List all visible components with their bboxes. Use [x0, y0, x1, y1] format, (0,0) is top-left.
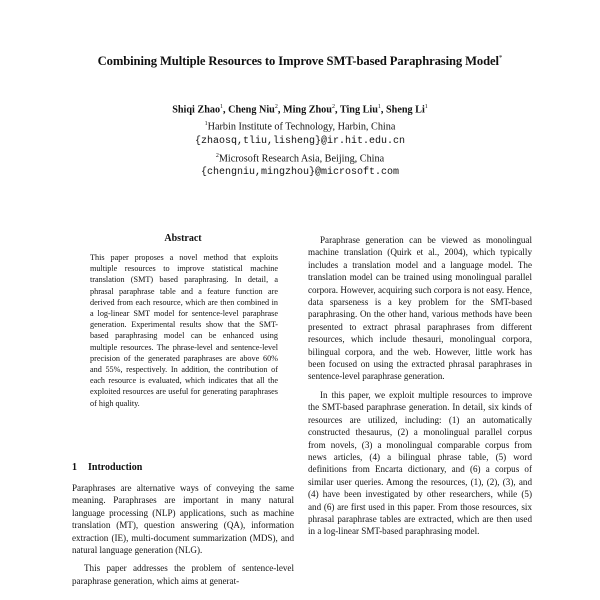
author-name: Ming Zhou	[282, 104, 332, 116]
author-affiliation-mark: 2	[274, 104, 278, 110]
affiliation-1	[0, 117, 600, 134]
author-separator: ,	[223, 104, 229, 116]
author-name: Shiqi Zhao	[172, 104, 221, 116]
author-affiliation-mark: 1	[220, 104, 224, 110]
author-separator: ,	[334, 104, 340, 116]
author-affiliation-mark: 1	[377, 104, 381, 110]
affiliation-1-mark: 1	[204, 121, 208, 128]
section-title: Introduction	[88, 462, 143, 473]
section-heading-introduction	[72, 462, 142, 473]
author-name: Sheng Li	[386, 104, 425, 116]
author-separator: ,	[277, 104, 283, 116]
affiliation-2-name: Microsoft Research Asia, Beijing, China	[218, 153, 385, 165]
author-affiliation-mark: 1	[424, 104, 428, 110]
author-name: Cheng Niu	[228, 104, 275, 116]
title-text: Combining Multiple Resources to Improve SMT-based Paraphrasing Model	[97, 54, 499, 69]
title-footnote-mark: *	[498, 54, 503, 62]
affiliation-2	[0, 149, 600, 166]
author-list	[0, 100, 600, 117]
abstract-heading: Abstract	[164, 233, 202, 244]
author-separator: ,	[380, 104, 386, 116]
affiliation-1-email: {zhaosq,tliu,lisheng}@ir.hit.edu.cn	[194, 135, 406, 147]
author-affiliation-mark: 2	[331, 104, 335, 110]
right-paragraph-2: In this paper, we exploit multiple resources to improve the SMT-based paraphrase generation. In detail, six kinds of resources are utilized, including: (1) an automatically constructed thesaurus, (2) a monolingual parallel corpus from novels, (3) a monolingual comparable corpus from news articles, (4) a bilingual phrase table, (5) word definitions from Encarta dictionary, and (6) a corpus of similar user queries. Among the resources, (1), (2), (3), and (4) have been investigated by other researchers, while (5) and (6) are first used in this paper. From those resources, six phrasal paraphrase tables are extracted, which are then used in a log-linear SMT-based paraphrasing model.	[308, 389, 532, 537]
left-column-body	[72, 482, 294, 587]
intro-paragraph-1: Paraphrases are alternative ways of conveying the same meaning. Paraphrases are important in many natural language processing (NLP) applications, such as machine translation (MT), question answering (QA), information extraction (IE), multi-document summarization (MDS), and natural language generation (NLG).	[72, 483, 294, 556]
paper-title	[0, 54, 600, 69]
abstract-text: This paper proposes a novel method that exploits multiple resources to improve statistical machine translation (SMT) based paraphrasing. In detail, a phrasal paraphrase table and a feature function are derived from each resource, which are then combined in a log-linear SMT model for sentence-level paraphrase generation. Experimental results show that the SMT-based paraphrasing model can be enhanced using multiple resources. The phrase-level and sentence-level precision of the generated paraphrases are above 60% and 55%, respectively. In addition, the contribution of each resource is evaluated, which indicates that all the exploited resources are useful for generating paraphrases of high quality.	[90, 253, 278, 408]
intro-paragraph-2: This paper addresses the problem of sentence-level paraphrase generation, which aims at generat-	[72, 563, 294, 586]
section-number: 1	[72, 462, 77, 473]
affiliation-2-email: {chengniu,mingzhou}@microsoft.com	[200, 167, 400, 179]
affiliation-1-name: Harbin Institute of Technology, Harbin, China	[207, 121, 396, 133]
author-block	[0, 100, 600, 180]
right-column-body	[308, 234, 532, 538]
author-name: Ting Liu	[339, 104, 378, 116]
right-paragraph-1: Paraphrase generation can be viewed as monolingual machine translation (Quirk et al., 2004), which typically includes a translation model and a language model. The translation model can be trained using monolingual parallel corpora. However, acquiring such corpora is not easy. Hence, data sparseness is a key problem for the SMT-based paraphrasing. On the other hand, various methods have been presented to extract phrasal paraphrases from different resources, which include thesauri, monolingual corpora, bilingual corpora, and the web. However, little work has been focused on using the extracted phrasal paraphrases in sentence-level paraphrase generation.	[308, 235, 532, 382]
affiliation-2-mark: 2	[215, 152, 219, 159]
